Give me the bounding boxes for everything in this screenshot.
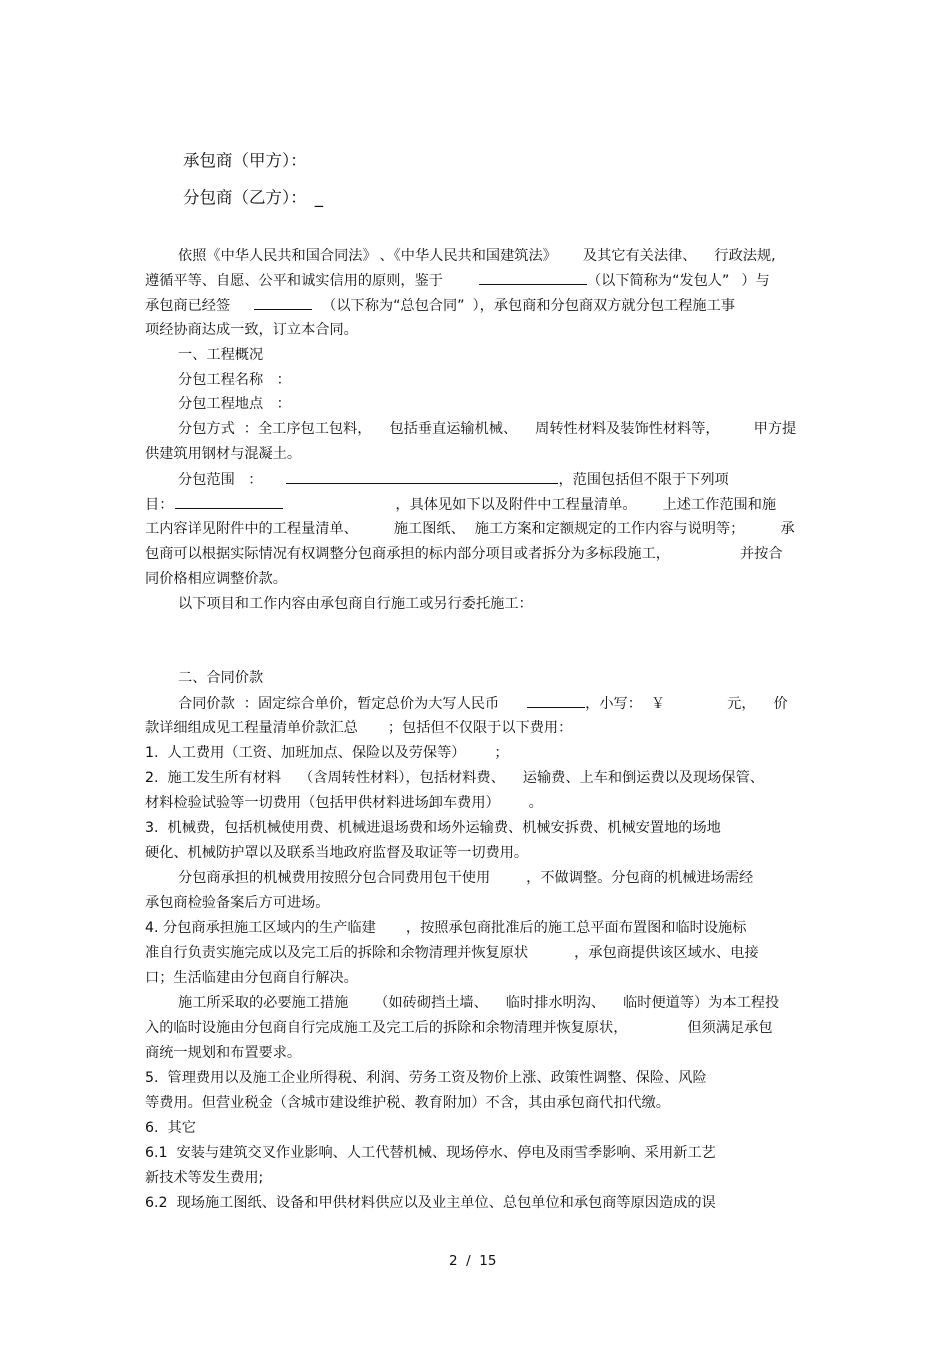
section-2-heading: 二、合同价款 — [178, 670, 264, 686]
mode-text: 分包方式 ：全工序包工包料， — [178, 421, 372, 437]
subcontract-mode-line-2: 供建筑用钢材与混凝土。 — [145, 446, 302, 462]
party-b-line — [183, 186, 323, 210]
intro-text: （以下简称为“发包人” — [586, 273, 730, 289]
scope-line-2 — [145, 494, 776, 515]
contract-blank[interactable] — [254, 295, 312, 310]
price-text: ；包括但不仅限于以下费用： — [387, 720, 573, 736]
intro-text: 承包商已经签 — [145, 298, 231, 314]
item-4-para-line-3: 商统一规划和布置要求。 — [145, 1045, 302, 1061]
self-work-line: 以下项目和工作内容由承包商自行施工或另行委托施工： — [178, 596, 533, 612]
scope-text: 承 — [780, 521, 795, 537]
item-text: （含周转性材料），包括材料费、 — [299, 770, 505, 786]
scope-text: 工内容详见附件中的工程量清单、 — [145, 521, 358, 537]
intro-text: 行政法规, — [714, 248, 776, 264]
item-6: 6. 其它 — [145, 1120, 196, 1136]
item-3-para-line-2: 承包商检验备案后方可进场。 — [145, 895, 330, 911]
mode-text: 周转性材料及装饰性材料等， — [535, 421, 720, 437]
item-text: ； — [494, 745, 509, 761]
scope-text: 分包范围 ： — [178, 472, 263, 488]
scope-line-1 — [178, 469, 729, 490]
price-line-2 — [145, 718, 572, 738]
item-text: 但须满足承包 — [687, 1020, 773, 1036]
item-3-line-2: 硬化、机械防护罩以及联系当地政府监督及取证等一切费用。 — [145, 845, 529, 861]
project-name-label: 分包工程名称 ： — [178, 372, 291, 388]
intro-text: ）与 — [741, 273, 770, 289]
scope-text: 施工图纸、 — [393, 521, 465, 537]
scope-text: 目： — [145, 497, 174, 513]
item-text: ，按照承包商批准后的施工总平面布置图和临时设施标 — [405, 920, 747, 936]
intro-text: ），承包商和分包商双方就分包工程施工事 — [472, 298, 735, 314]
item-text: 运输费、上车和倒运费以及现场保管、 — [522, 770, 764, 786]
item-1 — [145, 743, 509, 763]
employer-blank[interactable] — [479, 270, 587, 285]
item-5-line-1: 5. 管理费用以及施工企业所得税、利润、劳务工资及物价上涨、政策性调整、保险、风险 — [145, 1070, 707, 1086]
subcontract-mode-line-1 — [178, 419, 796, 439]
intro-line-1 — [178, 246, 776, 266]
scope-blank[interactable] — [286, 469, 558, 484]
scope-line-5: 同价格相应调整价款。 — [145, 571, 287, 587]
scope-text: 包商可以根据实际情况有权调整分包商承担的标内部分项目或者拆分为多标段施工， — [145, 546, 670, 562]
mode-text: 包括垂直运输机械、 — [389, 421, 518, 437]
item-text: （如砖砌挡土墙、 — [374, 995, 488, 1011]
item-6-2-line-1: 6.2 现场施工图纸、设备和甲供材料供应以及业主单位、总包单位和承包商等原因造成的误 — [145, 1195, 716, 1211]
scope-text: ，具体见如下以及附件中工程量清单。 — [395, 497, 637, 513]
price-text: 元， — [727, 696, 756, 712]
item-2-line-1 — [145, 768, 764, 788]
section-1-heading: 一、工程概况 — [178, 347, 264, 363]
intro-text: 、《中华人民共和国建筑法》 — [379, 248, 557, 264]
intro-line-4: 项经协商达成一致，订立本合同。 — [145, 322, 358, 338]
price-text: 价 — [773, 696, 788, 712]
party-b-value: _ — [314, 188, 323, 207]
item-3-para-line-1 — [178, 868, 753, 888]
item-text: 1. 人工费用（工资、加班加点、保险以及劳保等） — [145, 745, 459, 761]
item-4-line-1 — [145, 918, 746, 938]
item-text: 分包商承担的机械费用按照分包合同费用包干使用 — [178, 870, 491, 886]
item-text: 2. 施工发生所有材料 — [145, 770, 282, 786]
item-text: 准自行负责实施完成以及完工后的拆除和余物清理并恢复原状 — [145, 945, 529, 961]
item-4-line-3: 口；生活临建由分包商自行解决。 — [145, 970, 358, 986]
item-6-1-line-2: 新技术等发生费用; — [145, 1170, 264, 1186]
scope-line-4 — [145, 544, 783, 564]
item-text: ，承包商提供该区域水、电接 — [574, 945, 759, 961]
intro-text: 遵循平等、自愿、公平和诚实信用的原则，鉴于 — [145, 273, 443, 289]
intro-text: 及其它有关法律、 — [582, 248, 697, 264]
item-text: 临时排水明沟、 — [505, 995, 606, 1011]
item-4-line-2 — [145, 943, 759, 963]
item-4-para-line-1 — [178, 993, 779, 1013]
intro-text: （以下称为“总包合同” — [322, 298, 465, 314]
intro-line-2 — [145, 270, 770, 291]
party-b-label: 分包商（乙方）： — [183, 188, 307, 207]
price-text: 合同价款 ：固定综合单价，暂定总价为大写人民币 — [178, 696, 500, 712]
item-text: 入的临时设施由分包商自行完成施工及完工后的拆除和余物清理并恢复原状， — [145, 1020, 628, 1036]
scope-text: ，范围包括但不限于下列项 — [558, 472, 729, 488]
item-6-1-line-1: 6.1 安装与建筑交叉作业影响、人工代替机械、现场停水、停电及雨雪季影响、采用新工艺 — [145, 1145, 716, 1161]
price-line-1 — [178, 693, 788, 714]
scope-text: 并按合 — [739, 546, 783, 562]
scope-line-3 — [145, 519, 795, 539]
item-2-line-2 — [145, 793, 543, 813]
items-blank[interactable] — [175, 494, 283, 509]
item-5-line-2: 等费用。但营业税金（含城市建设维护税、教育附加）不含，其由承包商代扣代缴。 — [145, 1095, 670, 1111]
item-3-line-1: 3. 机械费，包括机械使用费、机械进退场费和场外运输费、机械安拆费、机械安置地的场地 — [145, 820, 721, 836]
party-a-label: 承包商（甲方）： — [183, 151, 307, 170]
intro-line-3 — [145, 295, 735, 316]
item-text: 临时便道等）为本工程投 — [623, 995, 780, 1011]
price-text: ，小写： ￥ — [585, 696, 666, 712]
page-number: 2 / 15 — [449, 1253, 497, 1269]
item-text: 。 — [528, 795, 543, 811]
price-text: 款详细组成见工程量清单价款汇总 — [145, 720, 358, 736]
item-text: ，不做调整。分包商的机械进场需经 — [526, 870, 754, 886]
mode-text: 甲方提 — [753, 421, 797, 437]
item-text: 4. 分包商承担施工区域内的生产临建 — [145, 920, 376, 936]
price-uppercase-blank[interactable] — [527, 693, 585, 708]
item-4-para-line-2 — [145, 1018, 773, 1038]
scope-text: 施工方案和定额规定的工作内容与说明等； — [474, 521, 745, 537]
scope-text: 上述工作范围和施 — [662, 497, 777, 513]
project-location-label: 分包工程地点 ： — [178, 396, 291, 412]
item-text: 材料检验试验等一切费用（包括甲供材料进场卸车费用） — [145, 795, 493, 811]
intro-text: 依照《中华人民共和国合同法》 — [178, 248, 370, 264]
item-text: 施工所采取的必要施工措施 — [178, 995, 349, 1011]
